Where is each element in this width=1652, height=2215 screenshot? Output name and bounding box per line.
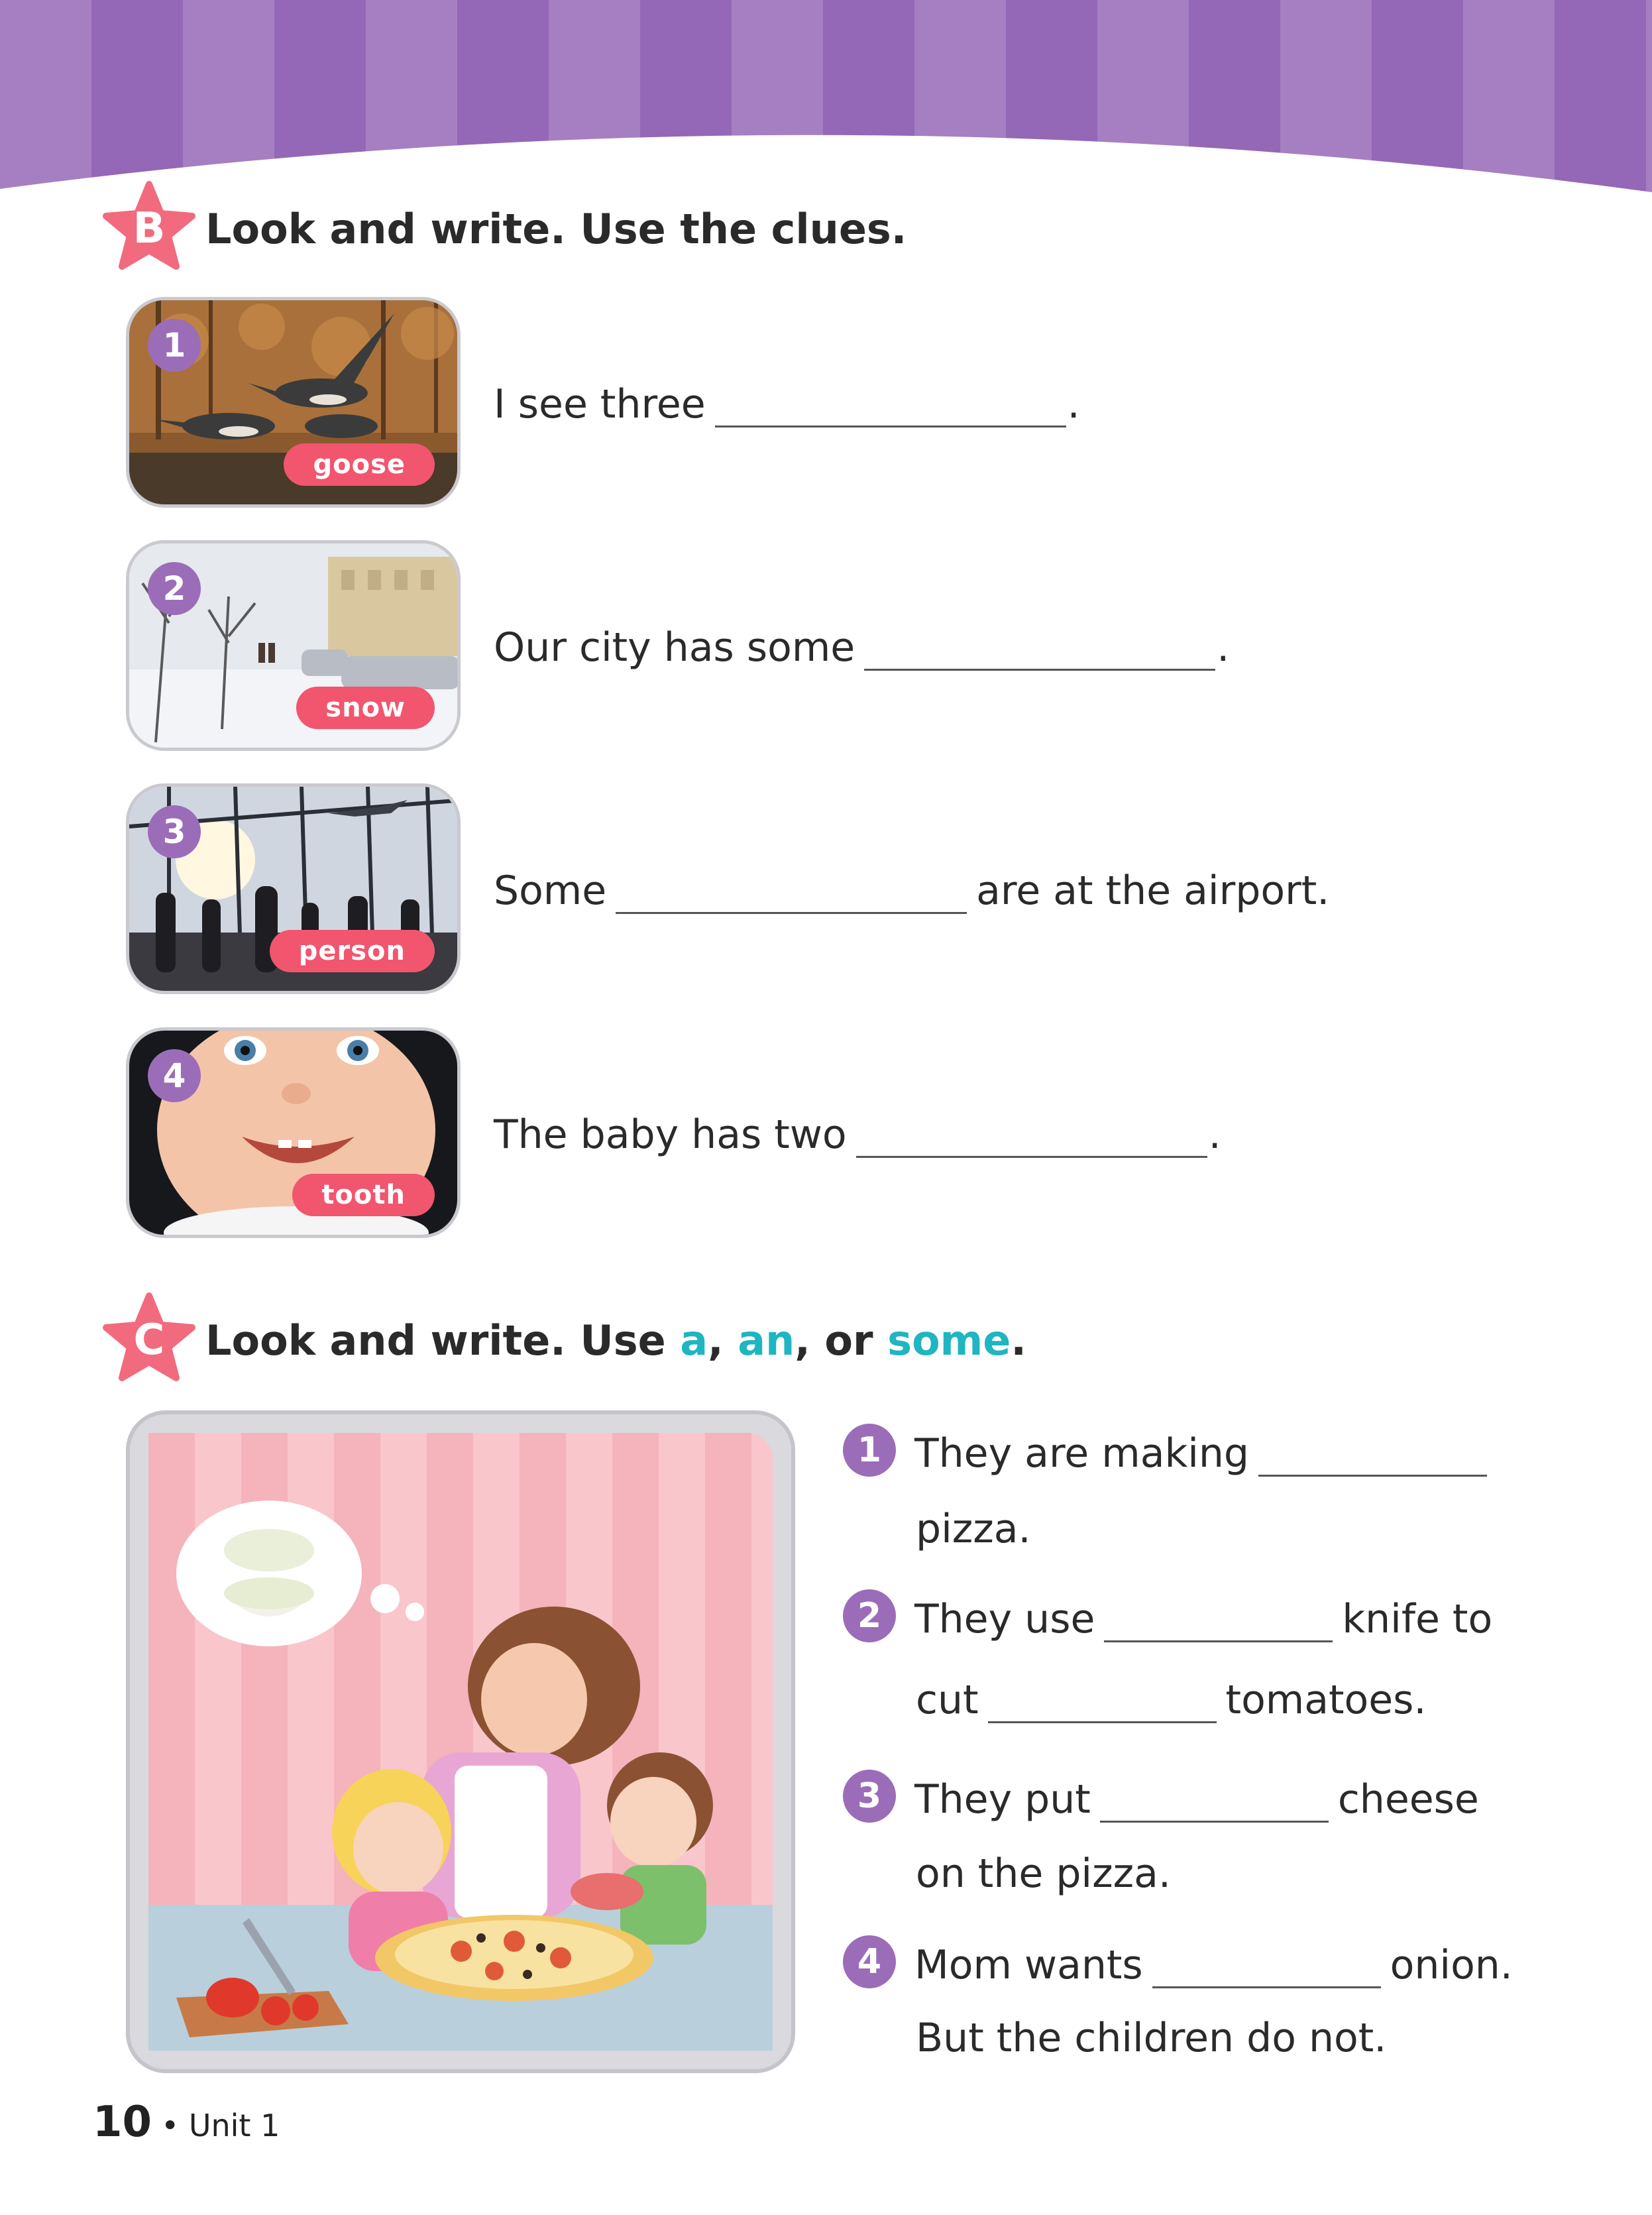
sentence-text: Mom wants: [914, 1942, 1143, 1988]
pizza-making-illustration: [126, 1410, 795, 2073]
photo-baby: [126, 1027, 461, 1238]
item-number-badge: 1: [843, 1424, 896, 1477]
photo-airport: [126, 783, 461, 994]
sentence-text: knife to: [1342, 1596, 1493, 1642]
sentence-text: are at the airport.: [976, 868, 1330, 914]
sentence-text: cut: [916, 1677, 979, 1723]
sentence-text: They are making: [914, 1430, 1250, 1477]
c-item-1-line2: [916, 1506, 1031, 1552]
section-b-header: [99, 179, 907, 278]
item-number-badge: 4: [843, 1935, 896, 1988]
sentence-text: Our city has some: [494, 624, 855, 671]
sentence-text: Some: [494, 868, 607, 914]
section-b-letter: B: [133, 204, 166, 253]
item-number-badge: 3: [843, 1770, 896, 1823]
section-c-letter: C: [133, 1316, 165, 1365]
clue-label: snow: [296, 687, 435, 729]
b-sentence-1: [494, 381, 1080, 427]
clue-label: goose: [284, 443, 435, 486]
photo-snowy-city: [126, 540, 461, 751]
c-item-1: [843, 1424, 1496, 1477]
item-number-badge: 2: [843, 1589, 896, 1642]
option-a: a: [680, 1316, 708, 1365]
c-item-2-line2: [916, 1677, 1426, 1723]
item-number-badge: 3: [148, 805, 201, 858]
answer-blank[interactable]: [856, 1116, 1207, 1158]
photo-geese: [126, 297, 461, 508]
option-some: some: [887, 1316, 1011, 1365]
c-item-3-line2: [916, 1850, 1171, 1897]
sentence-text: They use: [914, 1596, 1095, 1642]
answer-blank[interactable]: [715, 386, 1066, 427]
c-item-4-line2: [916, 2015, 1386, 2061]
section-c-instruction: Look and write. Use a, an, or some.: [205, 1316, 1026, 1365]
answer-blank[interactable]: [988, 1681, 1217, 1723]
item-number-badge: 2: [148, 562, 201, 615]
c-item-3: [843, 1770, 1479, 1823]
answer-blank[interactable]: [1258, 1435, 1487, 1477]
clue-label: tooth: [292, 1174, 435, 1216]
sentence-text: onion.: [1390, 1942, 1513, 1988]
answer-blank[interactable]: [616, 872, 967, 914]
sentence-text: cheese: [1337, 1776, 1479, 1823]
sentence-text: on the pizza.: [916, 1850, 1171, 1897]
sentence-text: The baby has two: [494, 1111, 847, 1158]
c-item-2: [843, 1589, 1492, 1642]
section-b-star-badge: [99, 179, 199, 278]
c-item-4: [843, 1935, 1513, 1988]
b-sentence-2: [494, 624, 1229, 671]
sentence-text: They put: [914, 1776, 1091, 1823]
item-number-badge: 1: [148, 319, 201, 372]
clue-label: person: [270, 930, 435, 972]
section-c-header: [99, 1290, 1026, 1390]
sentence-text: .: [1208, 1111, 1221, 1158]
sentence-text: I see three: [494, 381, 706, 427]
sentence-text: .: [1217, 624, 1230, 671]
option-an: an: [738, 1316, 795, 1365]
sentence-text: But the children do not.: [916, 2015, 1387, 2061]
sentence-text: .: [1067, 381, 1080, 427]
unit-label: • Unit 1: [161, 2108, 280, 2143]
b-sentence-3: [494, 868, 1329, 914]
section-c-star-badge: [99, 1290, 199, 1390]
answer-blank[interactable]: [1104, 1601, 1333, 1642]
answer-blank[interactable]: [1100, 1781, 1329, 1823]
sentence-text: pizza.: [916, 1506, 1031, 1552]
family-cooking-image: [130, 1414, 791, 2069]
page-number: 10: [93, 2098, 152, 2147]
page-footer: [93, 2098, 280, 2147]
item-number-badge: 4: [148, 1049, 201, 1102]
sentence-text: tomatoes.: [1225, 1677, 1427, 1723]
b-sentence-4: [494, 1111, 1221, 1158]
header-banner: [0, 0, 1652, 199]
answer-blank[interactable]: [864, 629, 1215, 671]
section-b-instruction: Look and write. Use the clues.: [205, 204, 907, 253]
answer-blank[interactable]: [1152, 1947, 1381, 1988]
